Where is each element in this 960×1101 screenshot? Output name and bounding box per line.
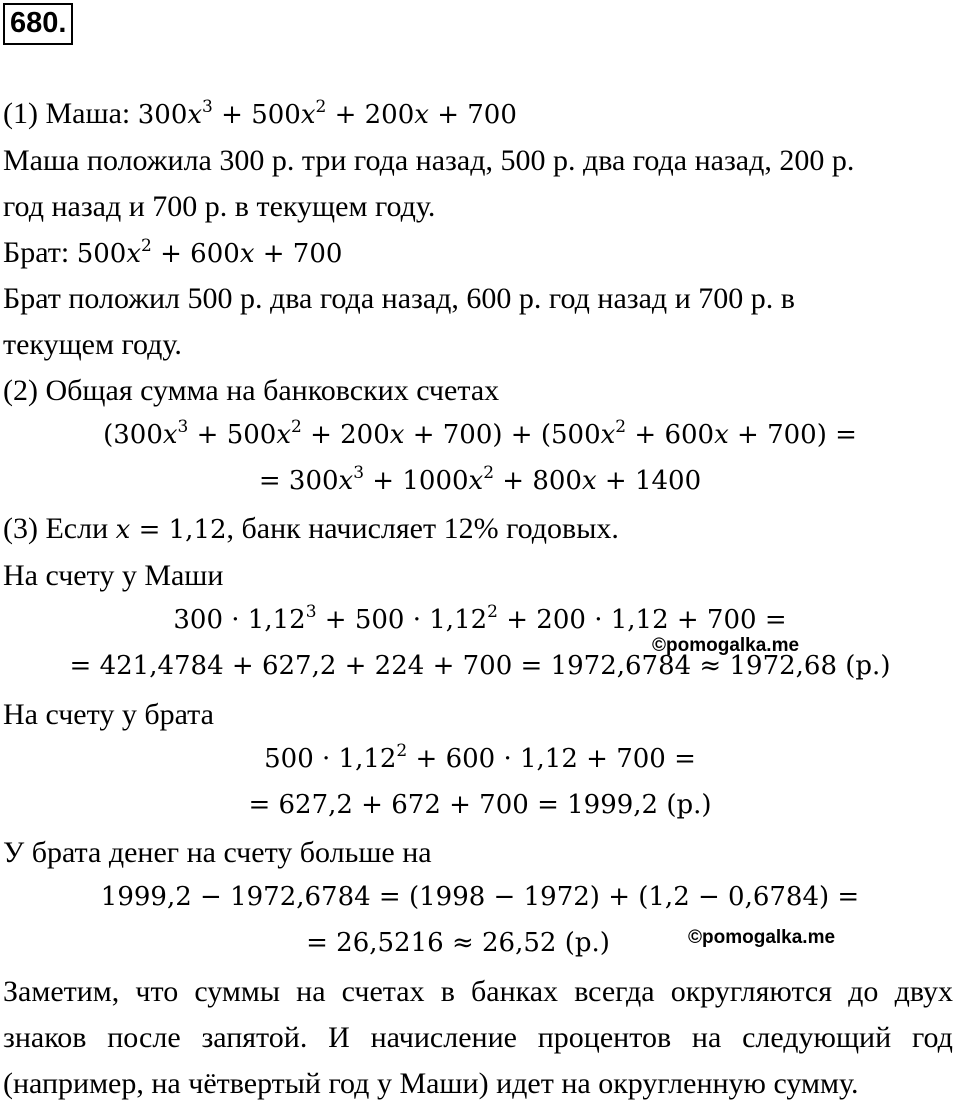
brother-description-2: текущем году. [3, 328, 182, 361]
masha-calc-line-2: = 421,4784 + 627,2 + 224 + 700 = 1972,6784 ≈ 1972,68 (р.) [69, 651, 891, 681]
difference-line-1: 1999,2 − 1972,6784 = (1998 − 1972) + (1,2 − 0,6784) = [100, 882, 860, 912]
masha-calc-line-1: $300 \cdot 1,12^3 + 500 \cdot 1,12^2 + 200 \cdot 1,12 + 700$ = [173, 602, 787, 635]
brother-calc-line-1: $500 \cdot 1,12^2 + 600 \cdot 1,12 + 700$ = [264, 741, 696, 774]
masha-polynomial-line [3, 99, 517, 129]
part2-title: (2) Общая сумма на банковских счетах [3, 374, 500, 407]
brother-polynomial-line [3, 238, 342, 268]
difference-title: У брата денег на счету больше на [3, 836, 432, 869]
part3-intro: (3) Если x = 1,12, банк начисляет 12% годовых. [3, 512, 619, 545]
brother-calc-line-2: = 627,2 + 672 + 700 = 1999,2 (р.) [248, 790, 712, 820]
brother-polynomial: $500x^2 + 600x + 700$ [76, 236, 343, 269]
sum-equation-line-1: $(300x^3 + 500x^2 + 200x + 700) + (500x^2 + 600x + 700)$ = [103, 417, 857, 450]
masha-description-2: год назад и 700 р. в текущем году. [3, 190, 436, 223]
masha-account-title: На счету у Маши [3, 559, 224, 592]
masha-label: (1) Маша: [3, 97, 138, 130]
brother-account-title: На счету у брата [3, 698, 214, 731]
difference-line-2: = 26,5216 ≈ 26,52 (р.) [306, 928, 610, 958]
sum-equation-line-2: = $300x^3 + 1000x^2 + 800x + 1400$ [258, 463, 702, 496]
masha-polynomial: $300x^3 + 500x^2 + 200x + 700$ [137, 97, 517, 130]
conclusion-line-1: Заметим, что суммы на счетах в банках всегда округляются до двух [3, 975, 953, 1008]
watermark-bottom: ©pomogalka.me [688, 927, 836, 948]
masha-description-1: Маша положила 300 р. три года назад, 500 р. два года назад, 200 р. [3, 144, 855, 177]
conclusion-line-3: (например, на чётвертый год у Маши) идет на округленную сумму. [3, 1067, 859, 1100]
problem-number: 680. [3, 3, 73, 45]
conclusion-line-2: знаков после запятой. И начисление процентов на следующий год [3, 1021, 953, 1054]
brother-description-1: Брат положил 500 р. два года назад, 600 р. год назад и 700 р. в [3, 282, 795, 315]
brother-label: Брат: [3, 236, 77, 269]
watermark-top: ©pomogalka.me [652, 635, 800, 656]
